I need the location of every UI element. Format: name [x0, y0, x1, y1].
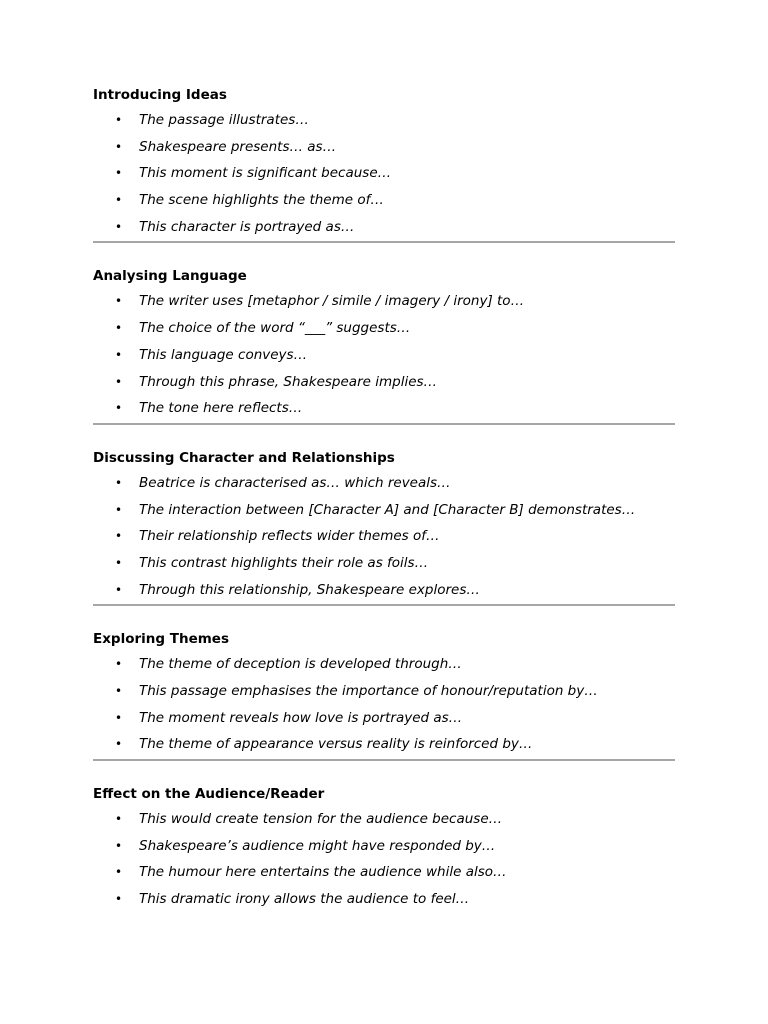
list-item	[93, 373, 675, 391]
list-item	[93, 709, 675, 727]
bullet-icon: •	[115, 812, 123, 827]
item-text: This character is portrayed as…	[139, 218, 355, 235]
list-item	[93, 837, 675, 855]
item-text: This dramatic irony allows the audience to feel…	[139, 891, 470, 908]
section-divider	[93, 759, 675, 761]
bullet-icon: •	[115, 321, 123, 336]
item-text: The writer uses [metaphor / simile / imagery / irony] to…	[139, 293, 525, 310]
list-item	[93, 218, 675, 236]
bullet-icon: •	[115, 684, 123, 698]
list-item	[93, 111, 675, 129]
item-text: The theme of appearance versus reality is reinforced by…	[139, 736, 533, 753]
bullet-icon: •	[115, 555, 123, 570]
document-page	[93, 86, 675, 917]
bullet-icon: •	[115, 113, 123, 127]
item-text: Their relationship reflects wider themes of…	[139, 528, 440, 545]
section-audience-effect	[93, 785, 675, 908]
section-exploring-themes	[93, 630, 675, 761]
bullet-list	[93, 292, 675, 417]
section-title: Effect on the Audience/Reader	[93, 786, 325, 803]
bullet-icon: •	[115, 582, 123, 597]
bullet-list	[93, 111, 675, 236]
item-text: The humour here entertains the audience while also…	[139, 864, 507, 881]
item-text: This contrast highlights their role as foils…	[139, 554, 429, 571]
item-text: This would create tension for the audience because…	[139, 811, 503, 828]
list-item	[93, 554, 675, 572]
bullet-icon: •	[115, 737, 123, 752]
section-introducing-ideas	[93, 86, 675, 243]
list-item	[93, 527, 675, 545]
item-text: The moment reveals how love is portrayed as…	[139, 709, 463, 726]
item-text: The choice of the word “___” suggests…	[139, 320, 411, 337]
section-analysing-language	[93, 267, 675, 424]
item-text: Beatrice is characterised as… which reveals…	[139, 474, 451, 491]
item-text: Through this phrase, Shakespeare implies…	[139, 373, 438, 390]
item-text: The scene highlights the theme of…	[139, 192, 384, 209]
bullet-icon: •	[115, 657, 123, 672]
list-item	[93, 138, 675, 156]
bullet-list	[93, 810, 675, 908]
list-item	[93, 581, 675, 599]
list-item	[93, 399, 675, 417]
item-text: This language conveys…	[139, 346, 308, 363]
list-item	[93, 164, 675, 182]
list-item	[93, 319, 675, 337]
bullet-icon: •	[115, 374, 123, 389]
bullet-icon: •	[115, 401, 123, 416]
item-text: Through this relationship, Shakespeare explores…	[139, 581, 480, 598]
bullet-icon: •	[115, 219, 123, 234]
list-item	[93, 191, 675, 209]
item-text: The tone here reflects…	[139, 400, 303, 417]
bullet-list	[93, 474, 675, 599]
item-text: Shakespeare’s audience might have responded by…	[139, 837, 496, 854]
bullet-icon: •	[115, 294, 123, 309]
bullet-icon: •	[115, 892, 123, 907]
bullet-icon: •	[115, 529, 123, 544]
list-item	[93, 501, 675, 519]
bullet-icon: •	[115, 710, 123, 725]
section-title: Introducing Ideas	[93, 87, 227, 103]
bullet-list	[93, 655, 675, 753]
item-text: Shakespeare presents… as…	[139, 138, 337, 155]
list-item	[93, 655, 675, 673]
item-text: This passage emphasises the importance of honour/reputation by…	[139, 683, 598, 699]
section-divider	[93, 241, 675, 243]
bullet-icon: •	[115, 139, 123, 154]
bullet-icon: •	[115, 166, 123, 181]
bullet-icon: •	[115, 193, 123, 208]
list-item	[93, 890, 675, 908]
bullet-icon: •	[115, 475, 123, 490]
list-item	[93, 682, 675, 700]
bullet-icon: •	[115, 502, 123, 517]
list-item	[93, 735, 675, 753]
item-text: The theme of deception is developed through…	[139, 656, 462, 673]
item-text: This moment is significant because…	[139, 165, 392, 182]
list-item	[93, 292, 675, 310]
section-title: Discussing Character and Relationships	[93, 449, 395, 466]
bullet-icon: •	[115, 865, 123, 880]
section-title: Exploring Themes	[93, 631, 229, 648]
list-item	[93, 474, 675, 492]
list-item	[93, 863, 675, 881]
section-character-relationships	[93, 449, 675, 606]
section-divider	[93, 423, 675, 425]
item-text: The passage illustrates…	[139, 112, 309, 128]
section-divider	[93, 604, 675, 606]
item-text: The interaction between [Character A] and [Character B] demonstrates…	[139, 501, 636, 518]
bullet-icon: •	[115, 347, 123, 362]
list-item	[93, 810, 675, 828]
bullet-icon: •	[115, 838, 123, 853]
section-title: Analysing Language	[93, 268, 247, 285]
list-item	[93, 346, 675, 364]
